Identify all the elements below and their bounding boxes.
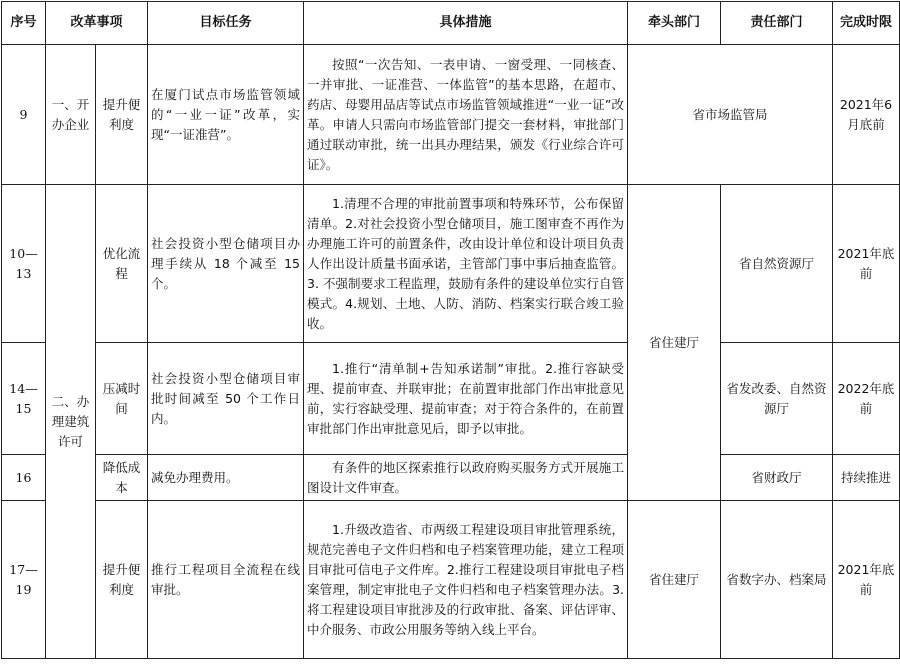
deadline-cell: 2022年底前 bbox=[833, 343, 900, 455]
table-row bbox=[2, 501, 900, 659]
lead-dept-cell: 省住建厅 bbox=[628, 501, 721, 659]
target-cell: 在厦门试点市场监管领域的“一业一证”改革，实现“一证准营”。 bbox=[148, 45, 304, 185]
measures-cell: 按照“一次告知、一表申请、一窗受理、一同核查、一并审批、一证准营、一体监管”的基本思路，在超市、药店、母婴用品店等试点市场监管领域推进“一业一证”改革。申请人只需向市场监管部门提交一套材料，审批部门通过联动审批，统一出具办理结果，颁发《行业综合许可证》。 bbox=[304, 45, 628, 185]
table-row bbox=[2, 45, 900, 185]
target-cell: 社会投资小型仓储项目办理手续从 18 个减至 15 个。 bbox=[148, 185, 304, 343]
target-cell: 推行工程项目全流程在线审批。 bbox=[148, 501, 304, 659]
sub-item-cell: 压减时间 bbox=[96, 343, 148, 455]
target-cell: 减免办理费用。 bbox=[148, 455, 304, 501]
table-row bbox=[2, 185, 900, 343]
lead-dept-cell: 省住建厅 bbox=[628, 185, 721, 501]
target-cell: 社会投资小型仓储项目审批时间减至 50 个工作日内。 bbox=[148, 343, 304, 455]
table-row bbox=[2, 343, 900, 455]
seq-cell: 16 bbox=[2, 455, 46, 501]
deadline-cell: 2021年底前 bbox=[833, 185, 900, 343]
measures-cell: 1.清理不合理的审批前置事项和特殊环节，公布保留清单。2.对社会投资小型仓储项目，施工图审查不再作为办理施工许可的前置条件，改由设计单位和设计项目负责人作出设计质量书面承诺，主管部门事中事后抽查监管。3. 不强制要求工程监理，鼓励有条件的建设单位实行自管模式。4.规划、土地、人防、消防、档案实行联合竣工验收。 bbox=[304, 185, 628, 343]
sub-item-cell: 降低成本 bbox=[96, 455, 148, 501]
header-row bbox=[2, 2, 900, 45]
category-cell: 一、开办企业 bbox=[46, 45, 96, 185]
lead-dept-cell: 省市场监管局 bbox=[628, 45, 833, 185]
header-target: 目标任务 bbox=[148, 2, 304, 45]
seq-cell: 14—15 bbox=[2, 343, 46, 455]
header-deadline: 完成时限 bbox=[833, 2, 900, 45]
resp-dept-cell: 省数字办、档案局 bbox=[721, 501, 833, 659]
measures-cell: 1.推行“清单制+告知承诺制”审批。2.推行容缺受理、提前审查、并联审批；在前置审批部门作出审批意见前，实行容缺受理、提前审查；对于符合条件的，在前置审批部门作出审批意见后，即予以审批。 bbox=[304, 343, 628, 455]
resp-dept-cell: 省发改委、自然资源厅 bbox=[721, 343, 833, 455]
sub-item-cell: 提升便利度 bbox=[96, 45, 148, 185]
reform-table bbox=[1, 1, 900, 659]
header-resp: 责任部门 bbox=[721, 2, 833, 45]
table-row bbox=[2, 455, 900, 501]
sub-item-cell: 提升便利度 bbox=[96, 501, 148, 659]
header-reform: 改革事项 bbox=[46, 2, 148, 45]
resp-dept-cell: 省自然资源厅 bbox=[721, 185, 833, 343]
seq-cell: 9 bbox=[2, 45, 46, 185]
measures-cell: 有条件的地区探索推行以政府购买服务方式开展施工图设计文件审查。 bbox=[304, 455, 628, 501]
header-lead: 牵头部门 bbox=[628, 2, 721, 45]
deadline-cell: 2021年6月底前 bbox=[833, 45, 900, 185]
seq-cell: 17—19 bbox=[2, 501, 46, 659]
header-seq: 序号 bbox=[2, 2, 46, 45]
resp-dept-cell: 省财政厅 bbox=[721, 455, 833, 501]
category-cell: 二、办理建筑许可 bbox=[46, 185, 96, 659]
seq-cell: 10—13 bbox=[2, 185, 46, 343]
deadline-cell: 2021年底前 bbox=[833, 501, 900, 659]
deadline-cell: 持续推进 bbox=[833, 455, 900, 501]
measures-cell: 1.升级改造省、市两级工程建设项目审批管理系统，规范完善电子文件归档和电子档案管理功能，建立工程项目审批可信电子文件库。2.推行工程建设项目审批电子档案管理，制定审批电子文件归档和电子档案管理办法。3.将工程建设项目审批涉及的行政审批、备案、评估评审、中介服务、市政公用服务等纳入线上平台。 bbox=[304, 501, 628, 659]
sub-item-cell: 优化流程 bbox=[96, 185, 148, 343]
header-measures: 具体措施 bbox=[304, 2, 628, 45]
